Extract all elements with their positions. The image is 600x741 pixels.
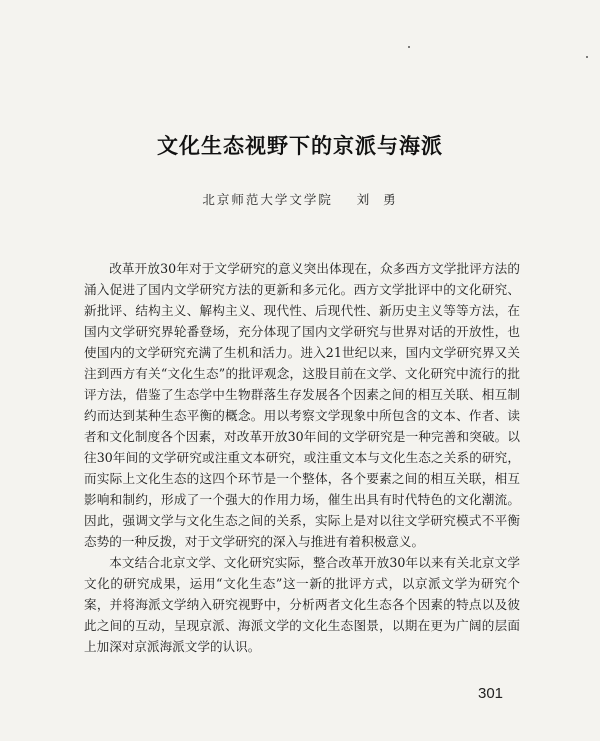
- scan-speck: [586, 56, 588, 58]
- article-body: [84, 258, 520, 657]
- page-number: 301: [478, 685, 504, 702]
- body-paragraph-1: 改革开放30年对于文学研究的意义突出体现在，众多西方文学批评方法的涌入促进了国内文学研究方法的更新和多元化。西方文学批评中的文化研究、新批评、结构主义、解构主义、现代性、后现代性、新历史主义等等方法，在国内文学研究界轮番登场，充分体现了国内文学研究与世界对话的开放性，也使国内的文学研究充满了生机和活力。进入21世纪以来，国内文学研究界又关注到西方有关“文化生态”的批评观念，这股目前在文学、文化研究中流行的批评方法，借鉴了生态学中生物群落生存发展各个因素之间的相互关联、相互制约而达到某种生态平衡的概念。用以考察文学现象中所包含的文本、作者、读者和文化制度各个因素，对改革开放30年间的文学研究是一种完善和突破。以往30年间的文学研究或注重文本研究，或注重文本与文化生态之关系的研究，而实际上文化生态的这四个环节是一个整体，各个要素之间的相互关联，相互影响和制约，形成了一个强大的作用力场，催生出具有时代特色的文化潮流。因此，强调文学与文化生态之间的关系，实际上是对以往文学研究模式不平衡态势的一种反拨，对于文学研究的深入与推进有着积极意义。: [84, 261, 520, 549]
- body-paragraph-2: 本文结合北京文学、文化研究实际，整合改革开放30年以来有关北京文学文化的研究成果，运用“文化生态”这一新的批评方式，以京派文学为研究个案，并将海派文学纳入研究视野中，分析两者文化生态各个因素的特点以及彼此之间的互动，呈现京派、海派文学的文化生态图景，以期在更为广阔的层面上加深对京派海派文学的认识。: [84, 555, 520, 654]
- article-title: 文化生态视野下的京派与海派: [157, 133, 443, 158]
- scan-speck: [408, 46, 410, 48]
- author-affiliation: 北京师范大学文学院 刘 勇: [202, 192, 398, 207]
